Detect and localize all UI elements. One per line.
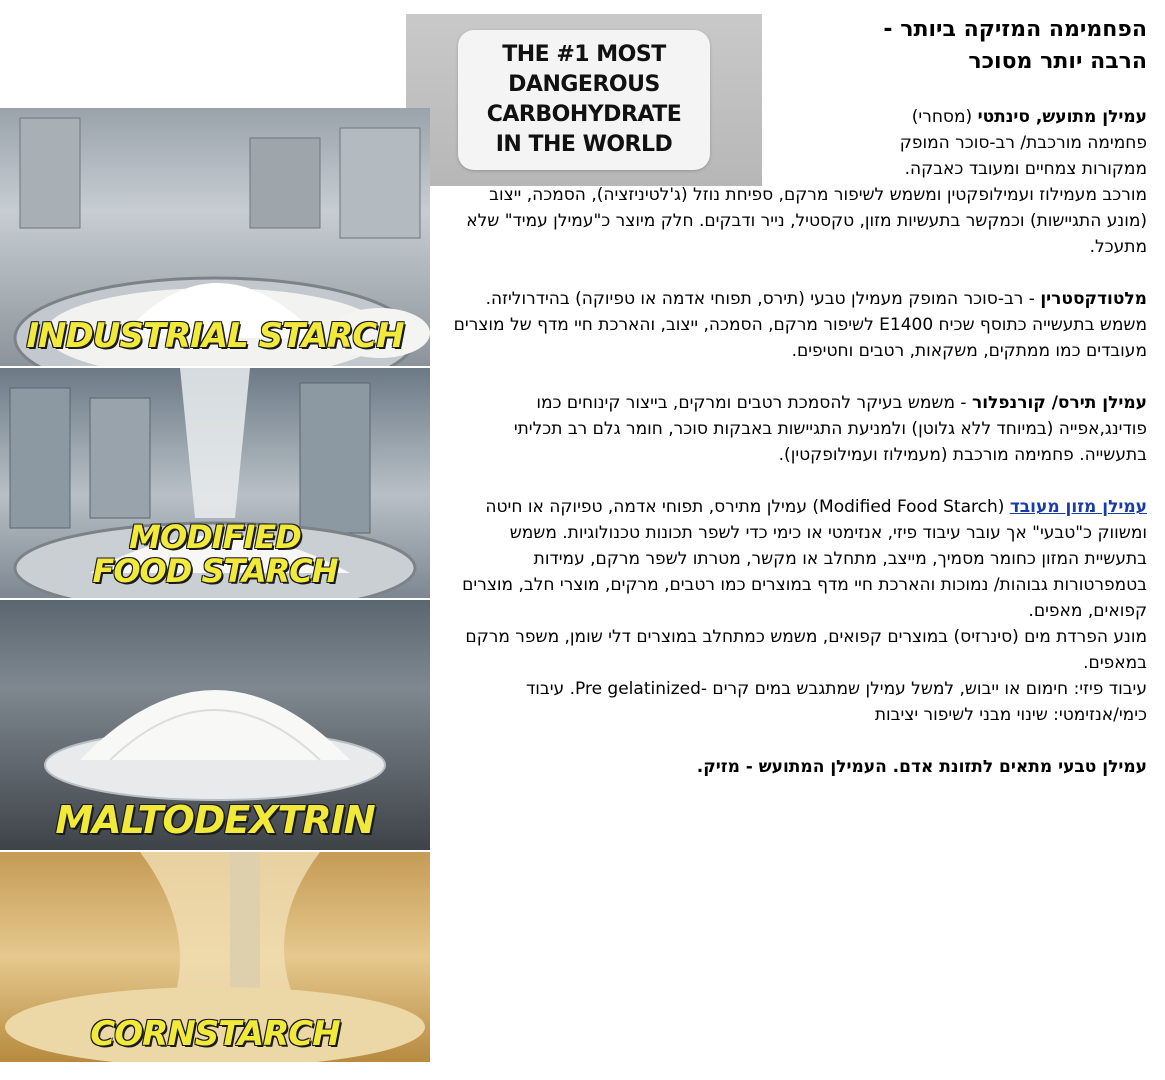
hero-line-2: DANGEROUS [508, 72, 660, 97]
panel-caption: INDUSTRIAL STARCH [26, 316, 404, 356]
section-body: - משמש בעיקר להסמכת רטבים ומרקים, בייצור קינוחים כמו פודינג,אפייה (במיוחד ללא גלוטן) ולמניעת התגיישות באבקות סוכר, חומר גלם רב תכליתי בתעשייה. פחמימה מורכבת (מעמילוז ועמילופקטין). [513, 393, 1147, 465]
panel-caption: CORNSTARCH [90, 1014, 340, 1054]
article-title [447, 14, 1147, 78]
modified-food-starch-link[interactable]: עמילן מזון מעובד [1009, 497, 1147, 517]
conclusion-text: עמילן טבעי מתאים לתזונת אדם. העמילן המתועש - מזיק. [696, 757, 1147, 777]
maltodextrin-image [0, 600, 430, 850]
caption-line-1: MODIFIED [129, 518, 301, 556]
term-note: (מסחרי) [911, 107, 978, 127]
intro-line-3: ממקורות צמחיים ומעובד כאבקה. [904, 159, 1147, 179]
hero-line-4: IN THE WORLD [495, 132, 673, 157]
hero-line-3: CARBOHYDRATE [486, 102, 682, 127]
section-maltodextrin [447, 286, 1147, 364]
term-maltodextrin: מלטודקסטרין [1040, 289, 1147, 309]
term-industrial-starch: עמילן מתועש, סינתטי [977, 107, 1147, 127]
title-line-2: הרבה יותר מסוכר [968, 49, 1147, 74]
section-line-2: מונע הפרדת מים (סינרזיס) במוצרים קפואים, משמש כמתחלב במוצרים דלי שומן, משפר מרקם במאפים. [465, 627, 1147, 673]
panel-caption [0, 520, 430, 588]
cornstarch-image [0, 852, 430, 1062]
term-cornstarch: עמילן תירס/ קורנפלור [971, 393, 1147, 413]
section-body: (Modified Food Starch) עמילן מתירס, תפוחי אדמה, טפיוקה או חיטה ומשווק כ"טבעי" אך עובר עיבוד פיזי, אנזימטי או כימי כדי לשפר תכונות טכנולוגיות. משמש בתעשיית המזון כחומר מסמיך, מייצב, מתחלב או מקשר, מטרתו לשפר מרקם, עמידות בטמפרטורות גבוהות/ נמוכות והארכת חיי מדף במוצרים כמו רטבים, מרקים, מוצרי חלב, מוצרים קפואים, מאפים. [462, 497, 1147, 621]
section-cornstarch [447, 390, 1147, 468]
panel-caption: MALTODEXTRIN [55, 798, 375, 842]
modified-food-starch-image [0, 368, 430, 598]
article [447, 14, 1147, 780]
industrial-starch-image [0, 108, 430, 366]
intro-line-2: פחמימה מורכבת/ רב-סוכר המופק [899, 133, 1147, 153]
hero-line-1: THE #1 MOST [502, 42, 666, 67]
section-industrial-starch [447, 104, 1147, 260]
conclusion [447, 754, 1147, 780]
section-body: - רב-סוכר המופק מעמילן טבעי (תירס, תפוחי אדמה או טפיוקה) בהידרוליזה. משמש בתעשייה כתוסף שכיח E1400 לשיפור מרקם, הסמכה, ייצוב, והארכת חיי מדף של מוצרים מעובדים כמו ממתקים, משקאות, רטבים וחטיפים. [453, 289, 1147, 361]
section-line-3: עיבוד פיזי: חימום או ייבוש, למשל עמילן שמתגבש במים קרים -Pre gelatinized. עיבוד כימי/אנזימטי: שינוי מבני לשיפור יציבות [526, 679, 1147, 725]
section-modified-food-starch [447, 494, 1147, 728]
section-body: מורכב מעמילוז ועמילופקטין ומשמש לשיפור מרקם, ספיחת נוזל (ג'לטיניזציה), הסמכה, ייצוב (מונע התגיישות) וכמקשר בתעשיות מזון, טקסטיל, נייר ודבקים. חלק מיוצר כ"עמילן עמיד" שלא מתעכל. [466, 185, 1147, 257]
section-intro [787, 104, 1147, 182]
caption-line-2: FOOD STARCH [92, 552, 338, 590]
title-line-1: הפחמימה המזיקה ביותר - [883, 17, 1147, 42]
